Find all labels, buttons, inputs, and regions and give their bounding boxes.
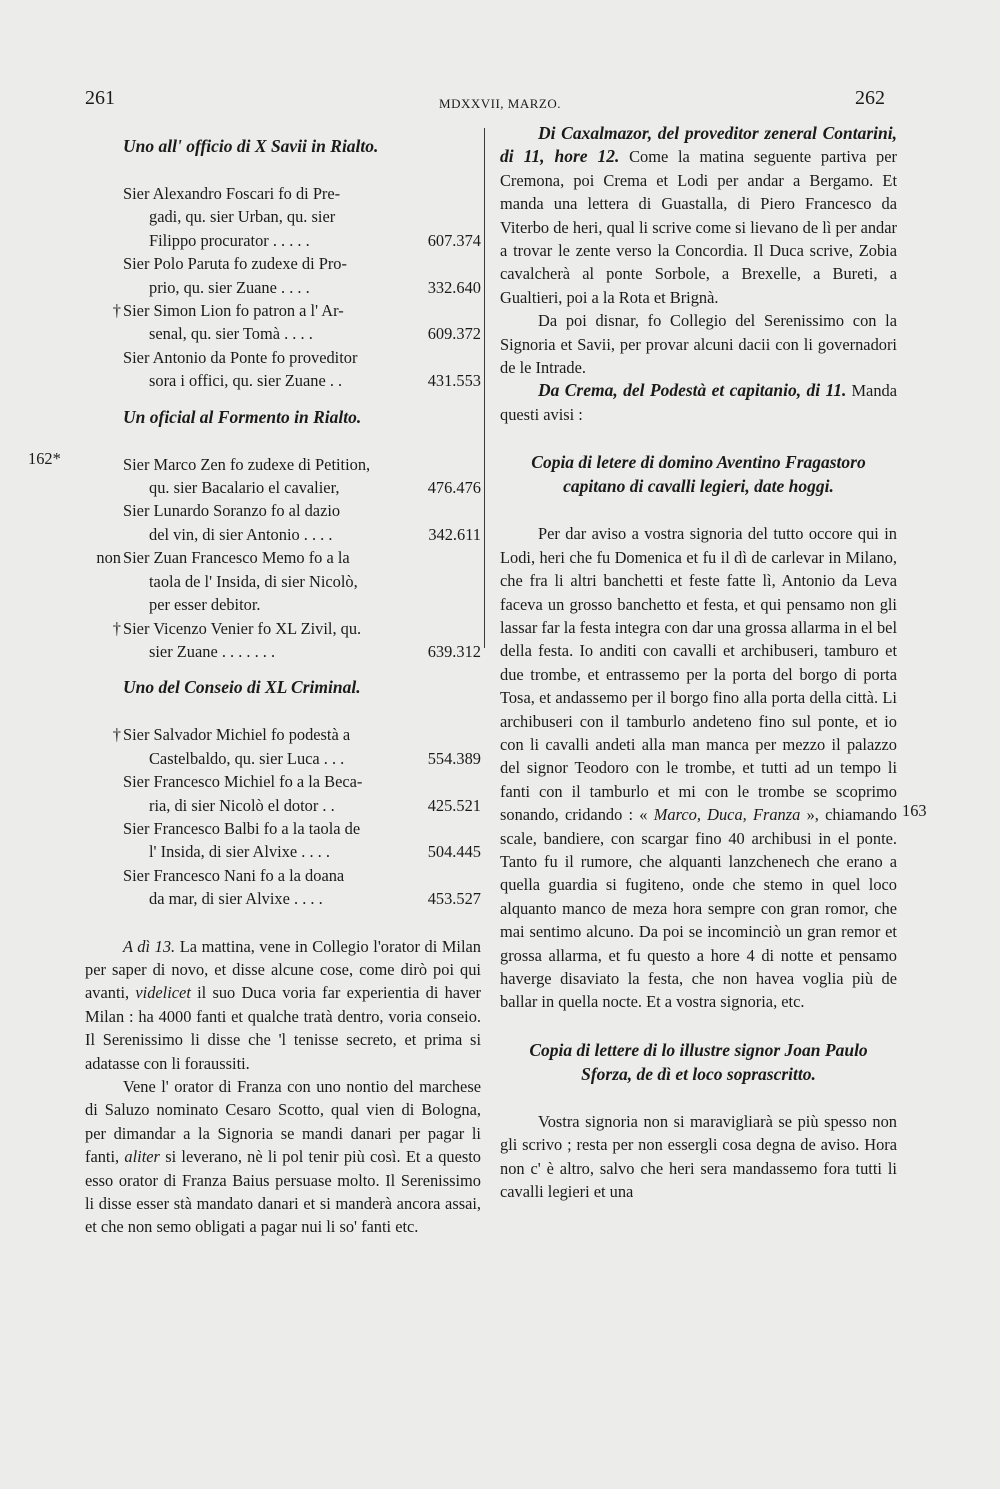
vote-count: 342.611 (428, 524, 481, 544)
text: Vene l' orator di Franza con uno nontio del marchese di Saluzo nominato Cesaro Scotto, qual vien di Bologna, per dimandar a la Signoria se mandi danari per pagar li fanti, (85, 1077, 481, 1167)
date-lead: A dì 13. (123, 936, 176, 956)
entry-line: Sier Francesco Michiel fo a la Beca- (123, 772, 363, 792)
text: Come la matina seguente partiva per Cremona, poi Crema et Lodi per andar a Bergamo. Et manda una lettera di Guastalla, di Piero Francesco da Viterbo de heri, qual li scrive come si lievano de lì per andar a trovar le zente verso la Concordia. Il Duca scrive, Zobia cavalcherà al ponte Sorbole, a Brexelle, a Bureti, a Gualtieri, poi a la Rota et Brignà. (500, 147, 897, 307)
entry-line: prio, qu. sier Zuane . . . . (149, 277, 310, 297)
running-header: MDXXVII, MARZO. (439, 96, 561, 111)
page-number-left: 261 (85, 87, 115, 109)
entry-line: Castelbaldo, qu. sier Luca . . . (149, 748, 345, 768)
entry-line: gadi, qu. sier Urban, qu. sier (149, 207, 336, 227)
text: si leverano, nè li pol tenir più così. Et a questo esso orator di Franza Baius persuase molto. Il Serenissimo li disse esser stà mandato danari et si manderà ancora assai, et che non semo obligati a pagar nui li so' fanti etc. (85, 1147, 481, 1237)
entry-line: Sier Alexandro Foscari fo di Pre- (123, 184, 341, 203)
paragraph (500, 522, 897, 1014)
paragraph (500, 122, 897, 309)
letter-heading: Copia di lettere di lo illustre signor Joan Paulo Sforza, de dì et loco soprascritto. (529, 1039, 868, 1084)
candidate-entry (85, 546, 481, 616)
vote-count: 607.374 (427, 230, 481, 250)
italic-lead: Di Caxalmazor, del proveditor zeneral Contarini, di 11, hore 12. (500, 123, 897, 167)
page-number-right: 262 (855, 87, 885, 109)
candidate-entry (85, 182, 481, 252)
candidate-entry (85, 864, 481, 911)
entry-line: sier Zuane . . . . . . . (149, 641, 276, 661)
vote-count: 639.312 (427, 641, 481, 661)
entry-line: Sier Francesco Nani fo a la doana (123, 865, 345, 885)
entry-line: Sier Simon Lion fo patron a l' Ar- (123, 301, 344, 321)
column-divider (484, 128, 485, 648)
paragraph (85, 1075, 481, 1239)
candidate-entry (85, 723, 481, 770)
entry-line: senal, qu. sier Tomà . . . . (149, 324, 313, 344)
candidate-entry (85, 252, 481, 299)
entry-line: l' Insida, di sier Alvixe . . . . (149, 842, 330, 862)
letter-heading: Copia di letere di domino Aventino Fragastoro capitano di cavalli legieri, date hoggi. (531, 452, 866, 497)
entry-line: sora i offici, qu. sier Zuane . . (149, 371, 343, 391)
vote-count: 554.389 (427, 748, 481, 768)
cross-mark: † (112, 301, 121, 321)
paragraph (85, 935, 481, 1075)
entry-line: Sier Salvador Michiel fo podestà a (123, 725, 351, 745)
entry-line: taola de l' Insida, di sier Nicolò, (149, 571, 358, 591)
text: Per dar aviso a vostra signoria del tutto occore qui in Lodi, heri che fu Domenica et fu il dì de carlevar in Milano, che fra li altri banchetti et feste fatte lì, Antonio da Leva faceva un grosso banchetto et festa, et qui pensamo non gli lassar far la festa integra con dar una grossa allarma in el bel della festa. Io anditi con cavalli et archibuseri, tamburo et due trombe, et entrassemo per la porta del borgo di porta Tosa, et andassemo per il borgo fino alla porta della città. Li archibuseri con il tamburlo andeteno fino sul ponte, et io con li cavalli andeti alla man manca per mezzo il palazzo del signor Teodoro con le trombe, et tutti ad un tempo li fanti con il tamburlo et mi con le trombe se scoprimo sonando, cridando : « (500, 524, 897, 825)
vote-count: 431.553 (427, 371, 481, 391)
candidate-entry (85, 453, 481, 500)
italic-term: Marco, Duca, Franza (653, 805, 801, 825)
entry-line: Sier Marco Zen fo zudexe di Petition, (123, 454, 371, 474)
candidate-entry (85, 617, 481, 664)
entry-line: ria, di sier Nicolò el dotor . . (149, 795, 335, 815)
non-mark: non (96, 548, 121, 568)
margin-note-left: 162* (28, 449, 61, 468)
candidate-entry (85, 299, 481, 346)
entry-line: Sier Vicenzo Venier fo XL Zivil, qu. (123, 618, 362, 638)
entry-line: Filippo procurator . . . . . (149, 230, 310, 250)
vote-count: 504.445 (427, 842, 481, 862)
candidate-entry (85, 770, 481, 817)
candidate-entry (85, 499, 481, 546)
italic-lead: Da Crema, del Podestà et capitanio, di 11. (538, 380, 847, 401)
candidate-entry (85, 346, 481, 393)
vote-count: 476.476 (427, 478, 481, 498)
text: Manda questi avisi : (500, 381, 897, 424)
section-heading: Uno all' officio di X Savii in Rialto. (123, 136, 379, 156)
cross-mark: † (112, 725, 121, 745)
cross-mark: † (112, 618, 121, 638)
text: il suo Duca voria far experientia di haver Milan : ha 4000 fanti et qualche tratà dentro, voria conseio. Il Serenissimo li disse che 'l tenisse secreto, et prima si adatasse con li foraussiti. (85, 983, 481, 1073)
vote-count: 425.521 (427, 795, 481, 815)
italic-term: aliter (124, 1147, 160, 1167)
vote-count: 332.640 (427, 277, 481, 297)
left-column (85, 122, 481, 1239)
paragraph: Vostra signoria non si maravigliarà se più spesso non gli scrivo ; resta per non essergli cosa degna de aviso. Hora non c' è altro, salvo che heri sera mandassemo fora tutti li cavalli legieri et una (500, 1111, 897, 1202)
entry-line: Sier Antonio da Ponte fo proveditor (123, 347, 358, 367)
vote-count: 453.527 (427, 889, 481, 909)
entry-line: da mar, di sier Alvixe . . . . (149, 889, 323, 909)
entry-line: Sier Francesco Balbi fo a la taola de (123, 818, 361, 838)
entry-line: Sier Polo Paruta fo zudexe di Pro- (123, 254, 347, 274)
section-heading: Un oficial al Formento in Rialto. (123, 406, 362, 427)
margin-note-right: 163 (902, 801, 927, 820)
italic-term: videlicet (135, 983, 191, 1003)
paragraph (500, 379, 897, 426)
paragraph: Da poi disnar, fo Collegio del Serenissimo con la Signoria et Savii, per provar alcuni dacii con li governadori de le Intrade. (500, 311, 897, 378)
entry-line: Sier Zuan Francesco Memo fo a la (123, 548, 350, 568)
text: », chiamando scale, bandiere, con scargar fino 40 archibusi in el ponte. Tanto fu il rumore, che alquanti lanzchenech che erano a quella guardia si fugiteno, onde che stemo in quel loco alquanto manco de meza hora sempre con gran romor, che mai sentimo alcuno. Da poi se incominciò un gran remor et grossa allarma, et fu questo a hore 4 di notte et pensamo haverge disaviato la festa, che non havea voglia più de ballar in quella nocte. Et a vostra signoria, etc. (500, 805, 897, 1012)
entry-line: del vin, di sier Antonio . . . . (149, 524, 333, 544)
entry-line: Sier Lunardo Soranzo fo al dazio (123, 501, 341, 521)
vote-count: 609.372 (427, 324, 481, 344)
right-column (500, 122, 897, 1203)
section-heading: Uno del Conseio di XL Criminal. (123, 677, 361, 698)
candidate-entry (85, 817, 481, 864)
entry-line: qu. sier Bacalario el cavalier, (149, 478, 340, 498)
entry-line: per esser debitor. (149, 595, 261, 615)
text: La mattina, vene in Collegio l'orator di Milan per saper di novo, et disse alcune cose, come dirò poi qui avanti, (85, 936, 481, 1003)
